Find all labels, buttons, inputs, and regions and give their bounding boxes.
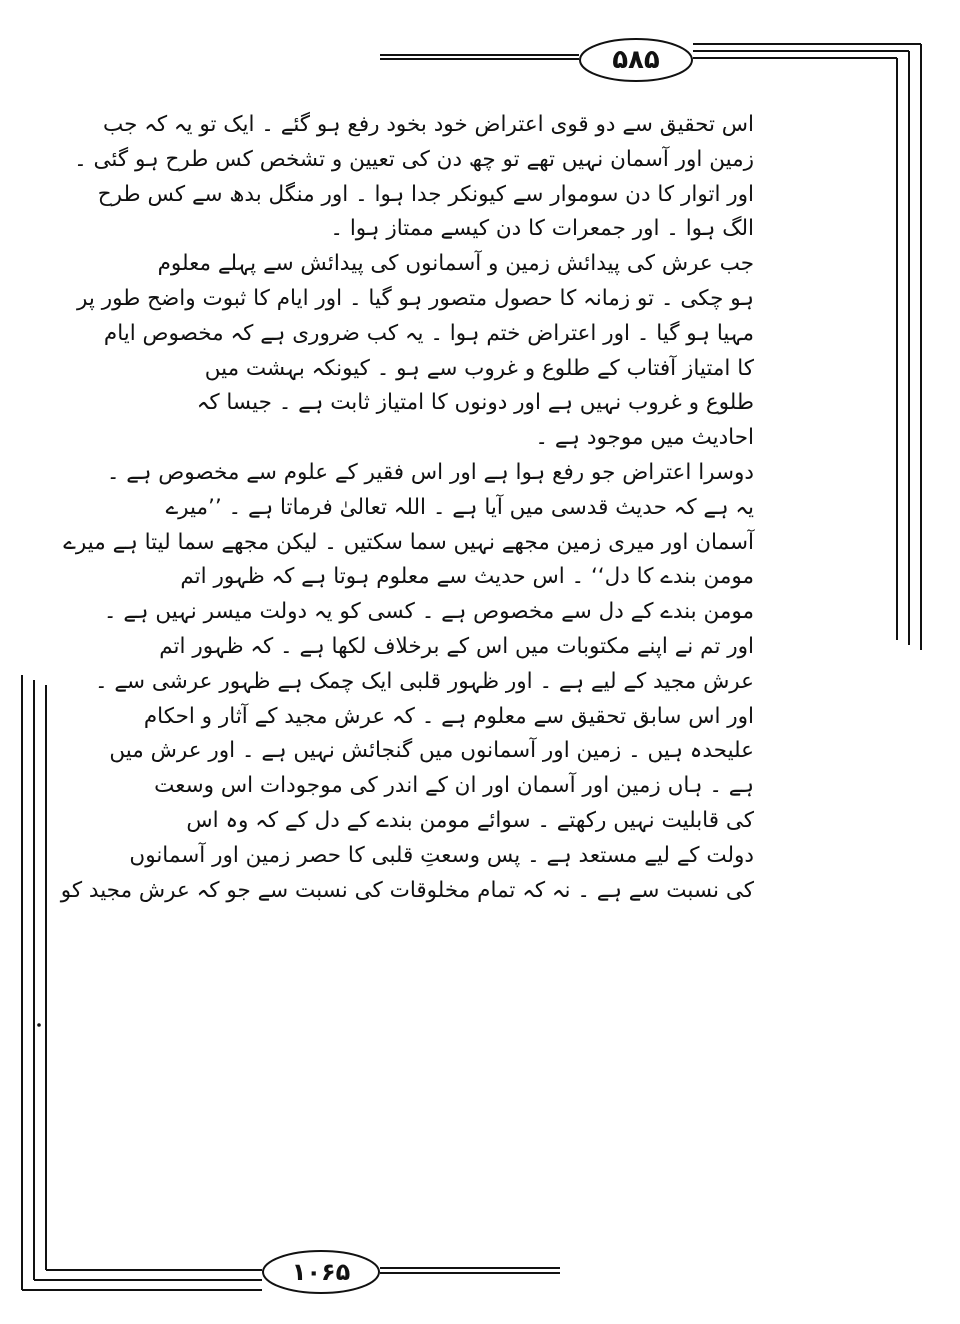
text-line: جب عرش کی پیدائش زمین و آسمانوں کی پیدائش سے پہلے معلوم [157, 251, 754, 277]
text-line: ہو چکی ۔ تو زمانہ کا حصول متصور ہو گیا ۔ اور ایام کا ثبوت واضح طور پر [77, 285, 754, 311]
body-text [60, 108, 754, 908]
text-line: اور اس سابق تحقیق سے معلوم ہے ۔ کہ عرش مجید کے آثار و احکام [143, 703, 754, 729]
text-line: احادیث میں موجود ہے ۔ [535, 425, 754, 451]
text-line: کی قابلیت نہیں رکھتے ۔ سوائے مومن بندے کے دل کے کہ وہ اس [186, 807, 754, 833]
text-line: اس تحقیق سے دو قوی اعتراض خود بخود رفع ہو گئے ۔ ایک تو یہ کہ جب [103, 112, 754, 137]
text-line: مومن بندے کے دل سے مخصوص ہے ۔ کسی کو یہ دولت میسر نہیں ہے ۔ [103, 599, 754, 625]
text-line: علیحدہ ہیں ۔ زمین اور آسمانوں میں گنجائش نہیں ہے ۔ اور عرش میں [109, 738, 754, 764]
text-line: آسمان اور میری زمین مجھے نہیں سما سکتیں ۔ لیکن مجھے سما لیتا ہے میرے [63, 529, 754, 555]
page-number: ۵۸۵ [612, 45, 660, 75]
text-line: کا امتیاز آفتاب کے طلوع و غروب سے ہو ۔ کیونکہ بہشت میں [204, 355, 754, 381]
text-line: کی نسبت سے ہے ۔ نہ کہ تمام مخلوقات کی نسبت سے جو کہ عرش مجید کو [60, 877, 754, 903]
text-line: اور اتوار کا دن سوموار سے کیونکر جدا ہوا ۔ اور منگل بدھ سے کس طرح [97, 181, 754, 207]
text-line: مومن بندے کا دل‘‘ ۔ اس حدیث سے معلوم ہوتا ہے کہ ظہور اتم [180, 564, 754, 590]
text-line: یہ ہے کہ حدیث قدسی میں آیا ہے ۔ اللہ تعالیٰ فرماتا ہے ۔ ’’میرے [165, 494, 754, 520]
book-page-number: ۱۰۶۵ [291, 1258, 351, 1286]
text-line: مہیا ہو گیا ۔ اور اعتراض ختم ہوا ۔ یہ کب ضروری ہے کہ مخصوص ایام [103, 320, 754, 346]
text-line: طلوع و غروب نہیں ہے اور دونوں کا امتیاز ثابت ہے ۔ جیسا کہ [196, 390, 754, 416]
text-line: دولت کے لیے مستعد ہے ۔ پس وسعتِ قلبی کا حصر زمین اور آسمانوں [129, 842, 754, 868]
text-line: زمین اور آسمان نہیں تھے تو چھ دن کی تعیین و تشخص کس طرح ہو گئی ۔ [74, 146, 754, 172]
page-number-badge [579, 38, 693, 82]
book-page-badge [262, 1250, 380, 1294]
text-line: ہے ۔ ہاں زمین اور آسمان اور ان کے اندر کی موجودات اس وسعت [154, 773, 754, 799]
text-line: اور تم نے اپنے مکتوبات میں اس کے برخلاف لکھا ہے ۔ کہ ظہور اتم [159, 633, 754, 659]
text-line: الگ ہوا ۔ اور جمعرات کا دن کیسے ممتاز ہوا ۔ [330, 216, 754, 242]
text-line: دوسرا اعتراض جو رفع ہوا ہے اور اس فقیر کے علوم سے مخصوص ہے ۔ [106, 459, 754, 485]
text-line: عرش مجید کے لیے ہے ۔ اور ظہور قلبی ایک چمک ہے ظہور عرشی سے ۔ [94, 668, 754, 694]
